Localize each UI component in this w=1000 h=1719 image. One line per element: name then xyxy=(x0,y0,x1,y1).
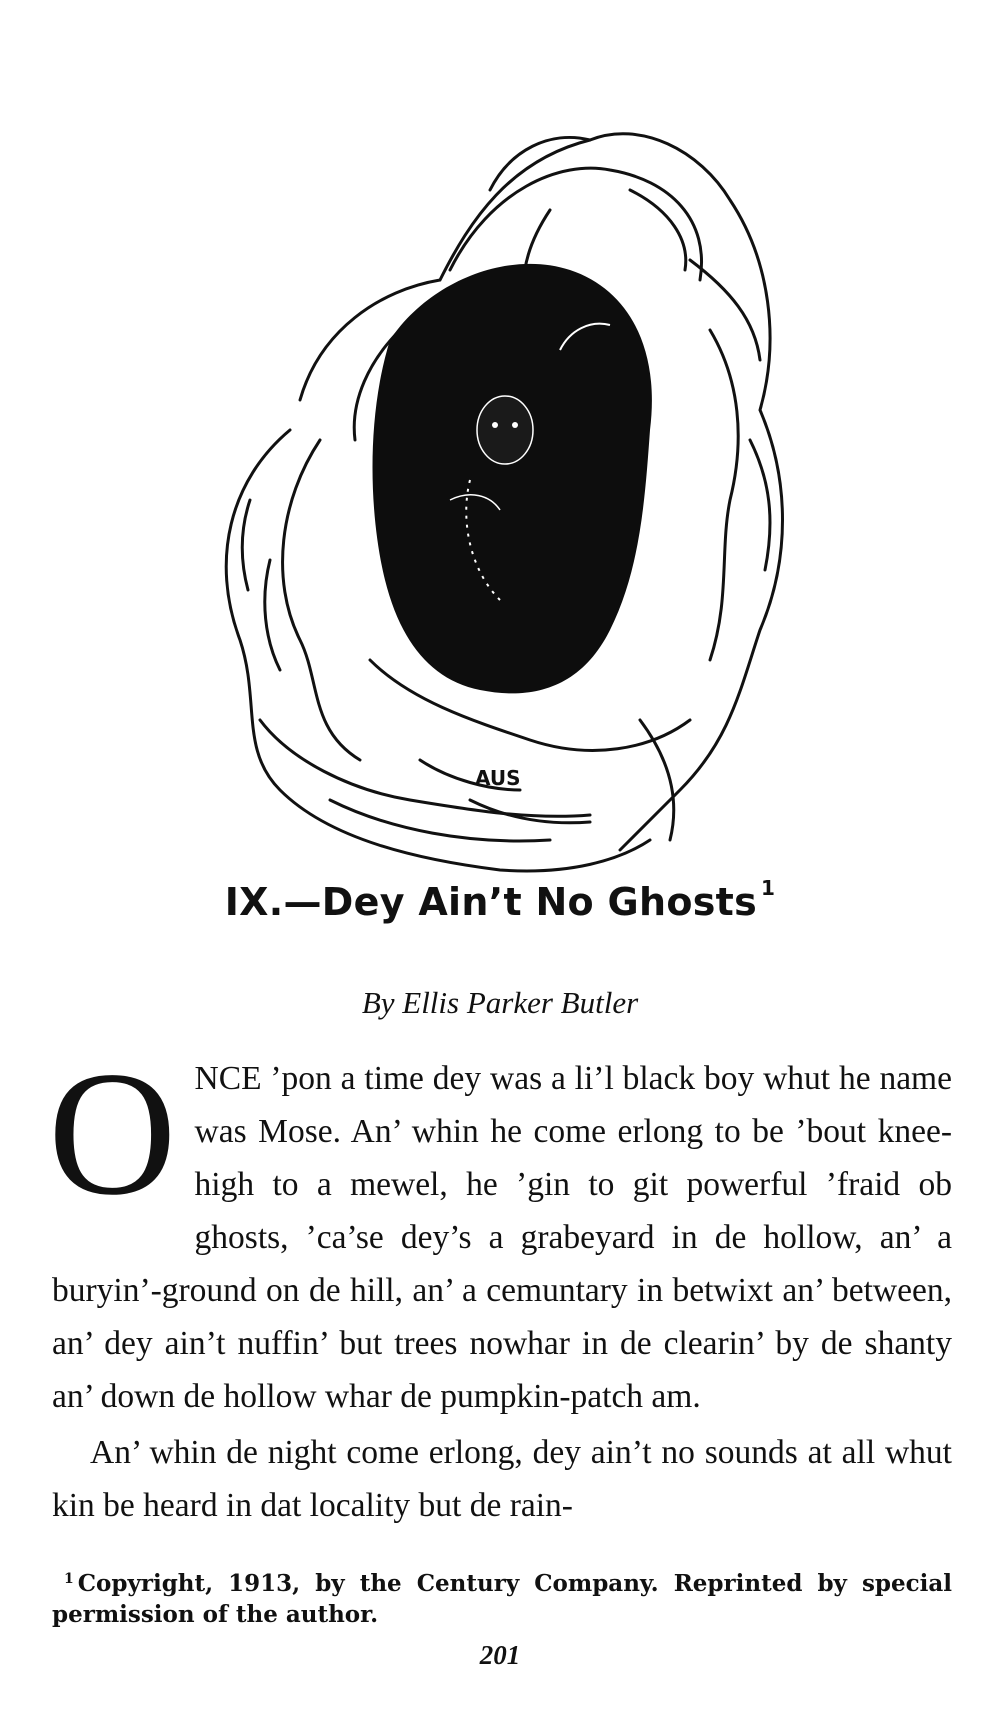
chapter-title xyxy=(0,876,1000,924)
footnote-text: Copyright, 1913, by the Century Company. Reprinted by special permission of the author. xyxy=(52,1570,952,1628)
story-body xyxy=(48,1034,952,1532)
copyright-footnote xyxy=(52,1570,952,1628)
paragraph-1 xyxy=(48,1034,952,1423)
footnote-mark: 1 xyxy=(64,1571,74,1587)
drop-cap: O xyxy=(48,1034,177,1232)
footnote-reference: 1 xyxy=(761,876,776,901)
page-number: 201 xyxy=(479,1640,521,1670)
paragraph-1-text: NCE ’pon a time dey was a li’l black boy whut he name was Mose. An’ whin he come erlong to be ’bout knee-high to a mewel, he ’gin to git powerful ’fraid ob ghosts, ’ca’se dey’s a grabeyard in de hollow, an’ a buryin’-ground on de hill, an’ a cemuntary in betwixt an’ between, an’ dey ain’t nuffin’ but trees nowhar in de clearin’ by de shanty an’ down de hollow whar de pumpkin-patch am. xyxy=(52,1060,952,1415)
paragraph-2: An’ whin de night come erlong, dey ain’t no sounds at all whut kin be heard in dat locality but de rain- xyxy=(52,1434,952,1524)
ghost-illustration-art xyxy=(170,100,810,890)
illustrator-signature: AUS xyxy=(475,766,521,790)
chapter-title-text: IX.—Dey Ain’t No Ghosts xyxy=(224,880,758,924)
author-byline: By Ellis Parker Butler xyxy=(361,985,639,1020)
chapter-illustration xyxy=(170,100,810,890)
